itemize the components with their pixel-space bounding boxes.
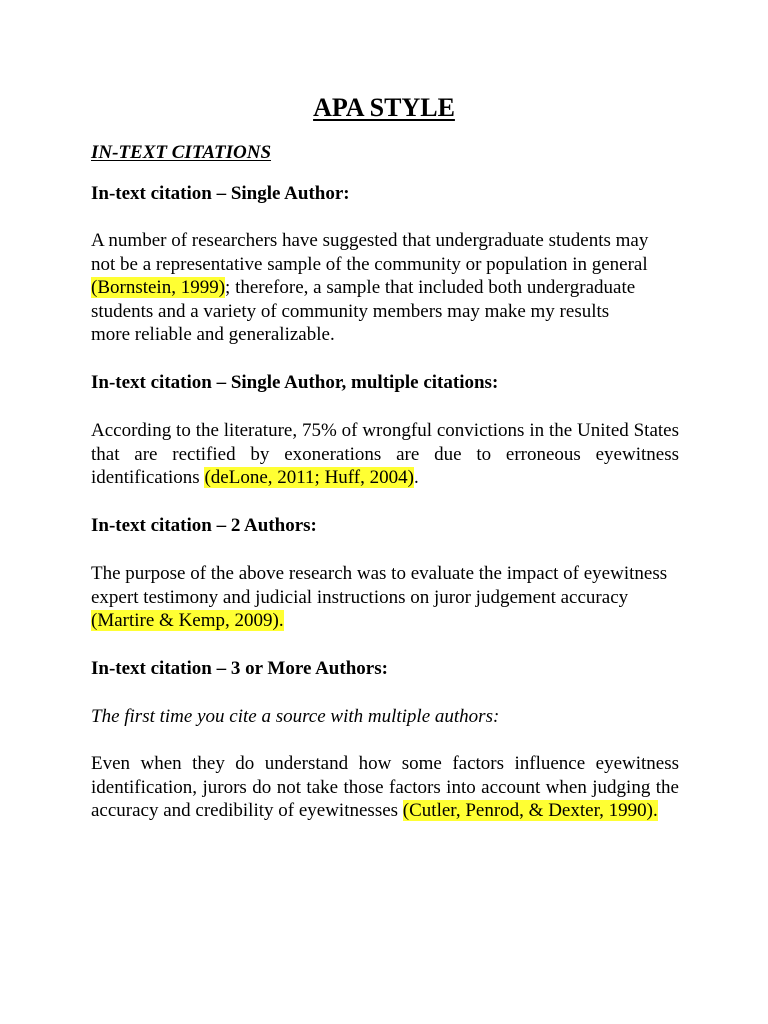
paragraph-three-or-more-authors [91, 752, 679, 823]
heading-single-author-multiple: In-text citation – Single Author, multiple citations: [91, 372, 499, 393]
heading-single-author: In-text citation – Single Author: [91, 183, 350, 204]
highlighted-citation: (deLone, 2011; Huff, 2004) [204, 467, 414, 488]
paragraph-single-author-multiple [91, 419, 679, 490]
highlighted-citation: (Bornstein, 1999) [91, 277, 226, 298]
paragraph-text: A number of researchers have suggested that undergraduate students may not be a representative sample of the community or population in general [91, 230, 649, 275]
paragraph-text: The purpose of the above research was to evaluate the impact of eyewitness expert testimony and judicial instructions on juror judgement accuracy [91, 563, 668, 608]
paragraph-two-authors [91, 562, 679, 633]
paragraph-single-author [91, 229, 651, 347]
paragraph-text: . [413, 467, 419, 488]
highlighted-citation: (Martire & Kemp, 2009). [91, 610, 284, 631]
paragraph-text: Even when they do understand how some factors influence eyewitness identification, jurors do not take those factors into account when judging the accuracy and credibility of eyewitnesses [91, 753, 679, 821]
heading-three-or-more-authors: In-text citation – 3 or More Authors: [91, 658, 388, 679]
page-title: APA STYLE [313, 93, 455, 122]
section-label-in-text-citations: IN-TEXT CITATIONS [91, 142, 272, 163]
paragraph-text: ; therefore, a sample that included both undergraduate students and a variety of community members may make my results more reliable and generalizable. [91, 277, 636, 345]
note-first-citation: The first time you cite a source with multiple authors: [91, 706, 500, 727]
heading-two-authors: In-text citation – 2 Authors: [91, 515, 317, 536]
paragraph-text: According to the literature, 75% of wrongful convictions in the United States that are rectified by exonerations are due to erroneous eyewitness identifications [91, 420, 679, 488]
highlighted-citation: (Cutler, Penrod, & Dexter, 1990). [402, 800, 658, 821]
